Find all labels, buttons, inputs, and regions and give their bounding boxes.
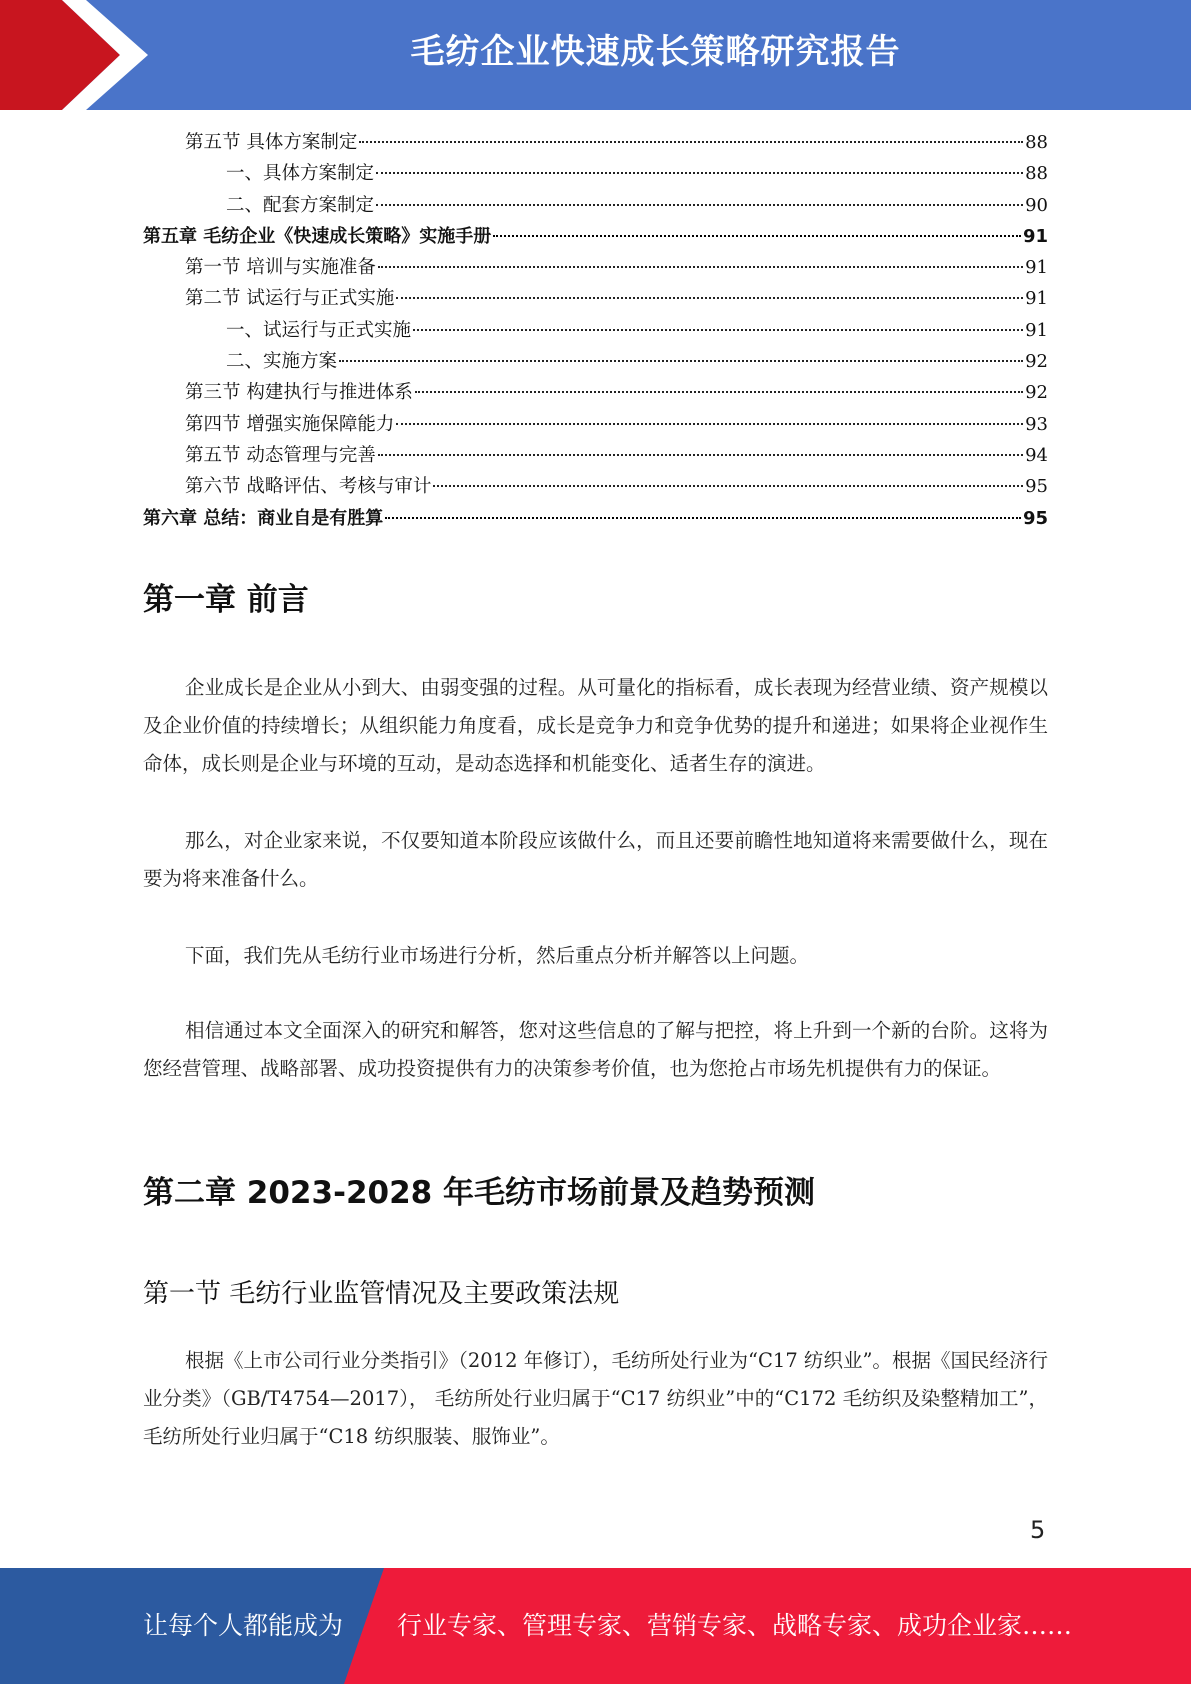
toc-dot-leader [493,235,1021,237]
toc-entry-title: 第一节 培训与实施准备 [185,257,376,279]
toc-entry[interactable] [143,191,1048,222]
toc-entry[interactable] [143,347,1048,378]
toc-dot-leader [396,423,1023,425]
toc-entry-title: 第五节 动态管理与完善 [185,444,376,466]
toc-entry[interactable] [143,128,1048,159]
toc-dot-leader [376,172,1023,174]
chapter-1-paragraph-4: 相信通过本文全面深入的研究和解答，您对这些信息的了解与把控，将上升到一个新的台阶。这将为您经营管理、战略部署、成功投资提供有力的决策参考价值，也为您抢占市场先机提供有力的保证。 [143,1019,1048,1080]
toc-entry-title: 第二节 试运行与正式实施 [185,288,395,310]
chapter-1-paragraph-1: 企业成长是企业从小到大、由弱变强的过程。从可量化的指标看，成长表现为经营业绩、资产规模以及企业价值的持续增长；从组织能力角度看，成长是竞争力和竞争优势的提升和递进；如果将企业视作生命体，成长则是企业与环境的互动，是动态选择和机能变化、适者生存的演进。 [143,676,1048,775]
toc-entry-title: 一、试运行与正式实施 [226,319,412,341]
chapter-2-section-1-heading: 第一节 毛纺行业监管情况及主要政策法规 [143,1279,620,1309]
toc-dot-leader [396,297,1023,299]
toc-entry-page: 91 [1025,288,1048,310]
toc-entry-title: 二、实施方案 [226,351,338,373]
toc-entry-title: 第六章 总结：商业自是有胜算 [143,507,384,529]
toc-dot-leader [339,360,1023,362]
toc-entry[interactable] [143,472,1048,503]
toc-entry-page: 92 [1025,382,1048,404]
toc-entry-page: 94 [1025,444,1048,466]
toc-entry-title: 第五章 毛纺企业《快速成长策略》实施手册 [143,225,492,247]
footer-slogan-right: 行业专家、管理专家、营销专家、战略专家、成功企业家…… [397,1611,1073,1640]
page-footer [0,1568,1191,1684]
chapter-1-paragraph-2: 那么，对企业家来说，不仅要知道本阶段应该做什么，而且还要前瞻性地知道将来需要做什么，现在要为将来准备什么。 [143,829,1048,890]
table-of-contents [143,128,1048,535]
toc-entry-page: 88 [1025,132,1048,153]
toc-entry[interactable] [143,316,1048,347]
toc-dot-leader [378,454,1023,456]
toc-entry-page: 92 [1025,351,1048,373]
toc-entry-page: 90 [1025,194,1048,216]
toc-entry-page: 91 [1025,319,1048,341]
toc-entry[interactable] [143,378,1048,409]
page-header [0,0,1191,110]
chapter-1-heading: 第一章 前言 [143,582,309,618]
toc-entry[interactable] [143,284,1048,315]
toc-dot-leader [385,517,1021,519]
page-number: 5 [1030,1516,1046,1544]
footer-slogan-left: 让每个人都能成为 [143,1611,344,1640]
toc-entry[interactable] [143,159,1048,190]
toc-entry[interactable] [143,222,1048,253]
toc-entry-page: 93 [1025,413,1048,435]
toc-entry[interactable] [143,410,1048,441]
toc-dot-leader [415,391,1023,393]
toc-dot-leader [378,266,1023,268]
toc-entry-page: 95 [1022,507,1048,529]
chapter-2-section-1-paragraph: 根据《上市公司行业分类指引》（2012 年修订），毛纺所处行业为“C17 纺织业”。根据《国民经济行业分类》（GB/T4754—2017）， 毛纺所处行业归属于“C17 纺织业”中的“C172 毛纺织及染整精加工”，毛纺所处行业归属于“C18 纺织服装、服饰业”。 [143,1349,1048,1448]
toc-entry-page: 88 [1025,163,1048,185]
toc-entry-page: 91 [1025,257,1048,279]
toc-dot-leader [433,485,1023,487]
toc-entry-page: 95 [1025,476,1048,498]
toc-entry-title: 二、配套方案制定 [226,194,375,216]
toc-entry-title: 第五节 具体方案制定 [185,132,358,153]
toc-dot-leader [359,141,1023,143]
toc-entry-title: 第四节 增强实施保障能力 [185,413,395,435]
toc-entry-page: 91 [1022,225,1048,247]
toc-entry-title: 第六节 战略评估、考核与审计 [185,476,432,498]
chapter-2-heading: 第二章 2023-2028 年毛纺市场前景及趋势预测 [143,1175,816,1211]
toc-entry-title: 一、具体方案制定 [226,163,375,185]
toc-entry[interactable] [143,253,1048,284]
toc-dot-leader [413,329,1023,331]
chapter-1-paragraph-3: 下面，我们先从毛纺行业市场进行分析，然后重点分析并解答以上问题。 [185,944,810,967]
toc-dot-leader [376,204,1023,206]
toc-entry[interactable] [143,504,1048,535]
report-title: 毛纺企业快速成长策略研究报告 [410,32,901,72]
toc-entry[interactable] [143,441,1048,472]
toc-entry-title: 第三节 构建执行与推进体系 [185,382,413,404]
